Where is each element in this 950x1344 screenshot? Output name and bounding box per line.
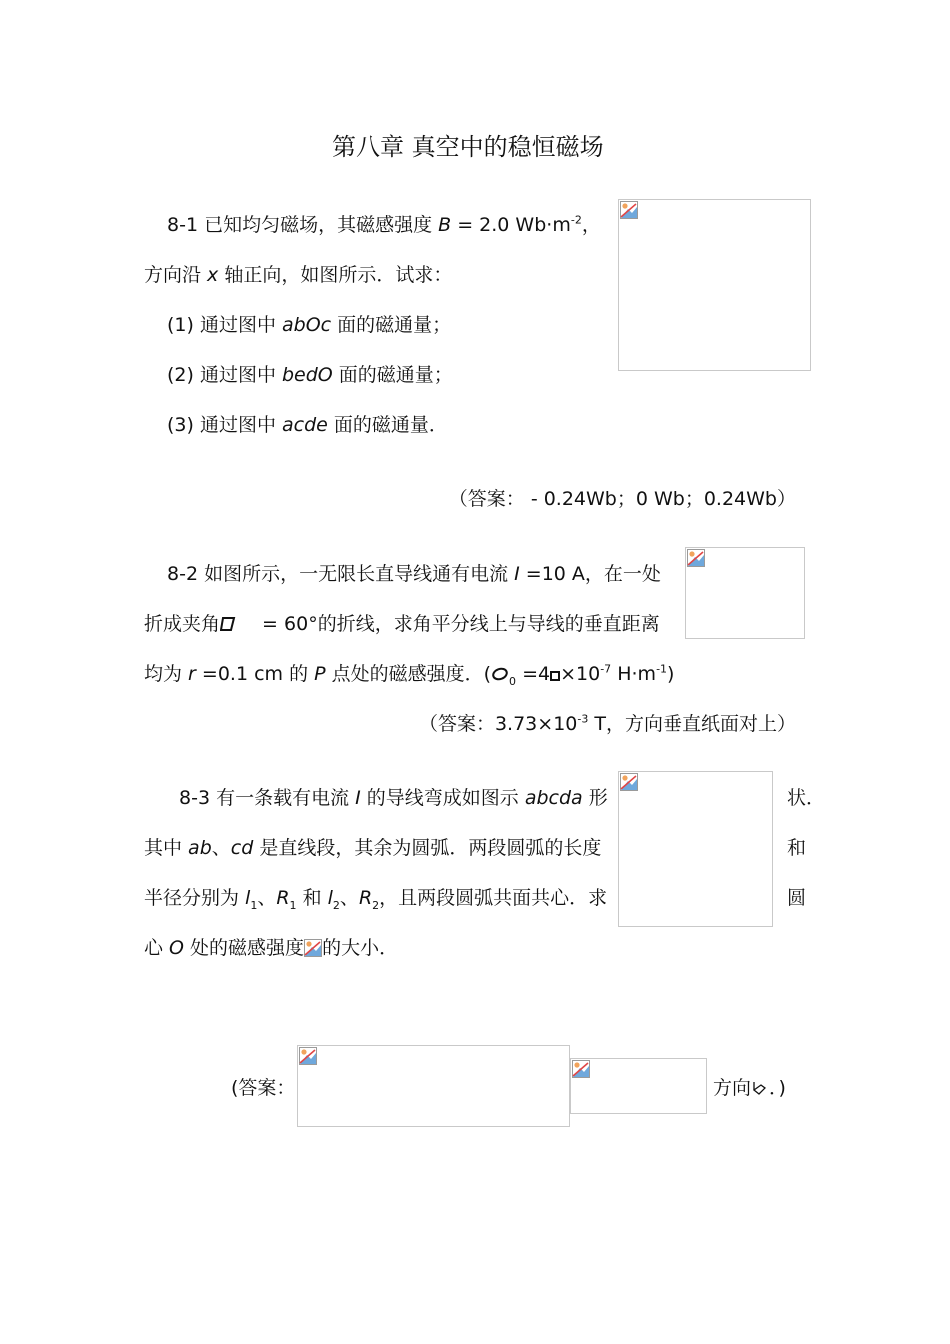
figure-8-2 <box>685 547 805 639</box>
angle-symbol-icon <box>220 611 238 637</box>
answer-formula-image <box>297 1045 570 1127</box>
p3-answer-label: (答案： <box>231 1077 296 1099</box>
p3-right-1: 状． <box>787 787 826 809</box>
broken-image-icon <box>299 1047 317 1065</box>
p1-question-2: (2) 通过图中 bedO 面的磁通量； <box>167 364 453 386</box>
figure-8-3 <box>618 771 773 927</box>
broken-image-icon <box>620 201 638 219</box>
p3-answer-direction: 方向 ．) <box>713 1077 786 1099</box>
p3-line3: 半径分别为 $l_1$、$R_1$ 和 $l_2$、$R_2$，且两段圆弧共面共心．求 <box>144 887 608 912</box>
broken-image-icon <box>687 549 705 567</box>
answer-formula-image-2 <box>570 1058 707 1114</box>
p2-answer: （答案：$3.73\times 10^{-3}$ T，方向垂直纸面对上） <box>418 712 796 735</box>
broken-image-icon <box>620 773 638 791</box>
page-title: 第八章 真空中的稳恒磁场 <box>332 133 604 161</box>
p1-answer: （答案： - 0.24Wb；0 Wb；0.24Wb） <box>448 488 796 510</box>
p3-right-3: 圆 <box>787 887 807 909</box>
p3-line1: 8-3 有一条载有电流 I 的导线弯成如图示 abcda 形 <box>179 787 608 809</box>
broken-image-icon <box>304 938 322 956</box>
p2-line1: 8-2 如图所示，一无限长直导线通有电流 I =10 A，在一处 <box>167 563 661 585</box>
p3-line2: 其中 ab、cd 是直线段，其余为圆弧．两段圆弧的长度 <box>144 837 602 859</box>
broken-image-icon <box>572 1060 590 1078</box>
pi-symbol-icon <box>550 671 560 681</box>
p2-line3: 均为 r =0.1 cm 的 P 点处的磁感强度．( $_0 =4 \times 10^{-7}$ $H\cdot m^{-1}$) <box>144 662 675 688</box>
figure-8-1 <box>618 199 811 371</box>
p1-question-3: (3) 通过图中 acde 面的磁通量． <box>167 414 448 436</box>
p1-line1: 8-1 已知均匀磁场，其磁感强度 B = 2.0 $Wb\cdot m^{-2}$， <box>167 213 601 236</box>
p3-line4: 心 O 处的磁感强度 的大小． <box>144 937 399 959</box>
mu-symbol-icon <box>491 661 509 687</box>
p1-line2: 方向沿 x 轴正向，如图所示．试求： <box>144 264 453 286</box>
direction-symbol-icon <box>751 1075 769 1101</box>
p3-right-2: 和 <box>787 837 807 859</box>
p1-question-1: (1) 通过图中 abOc 面的磁通量； <box>167 314 452 336</box>
p2-line2: 折成夹角 = 60°的折线，求角平分线上与导线的垂直距离 <box>144 613 660 635</box>
